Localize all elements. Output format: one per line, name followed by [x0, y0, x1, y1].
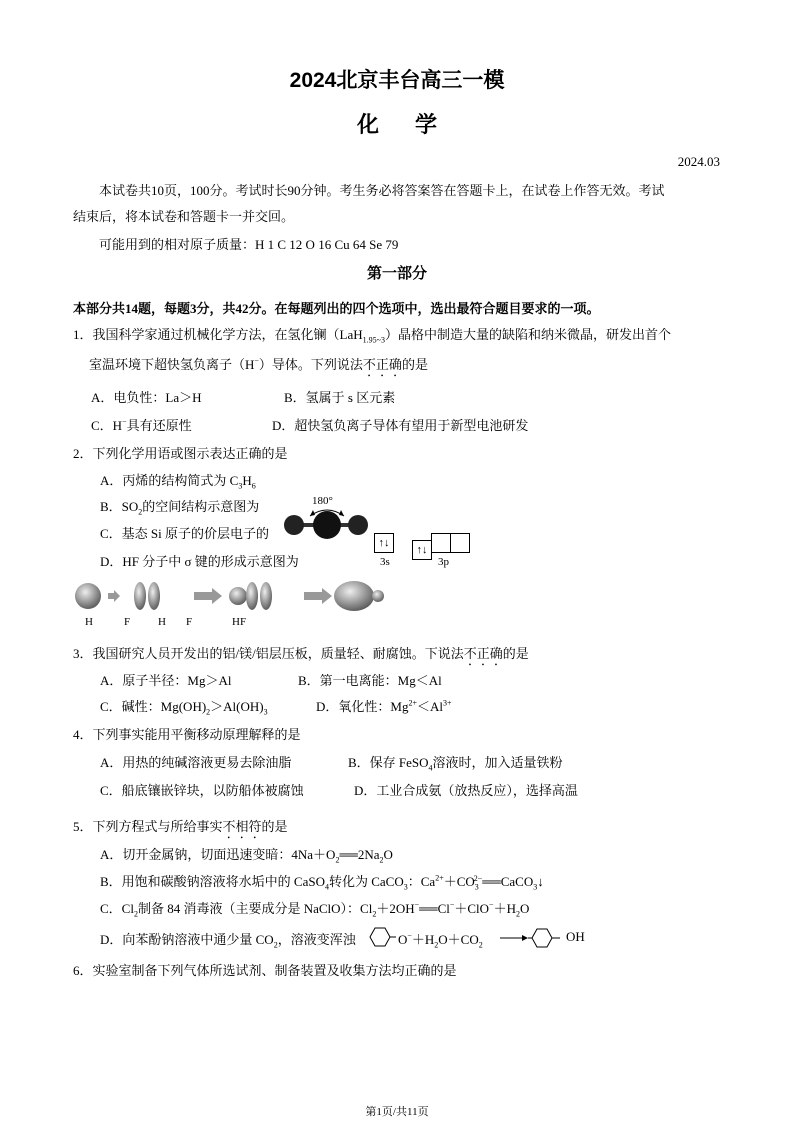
orbital-3s-label: 3s — [380, 556, 390, 568]
q5-option-b: B．用饱和碳酸钠溶液将水垢中的 CaSO$_4$转化为 CaCO$_3$：$Ca^{2+}+CO_3^{2-}══CaCO_3↓$ — [100, 873, 544, 892]
h-s-orbital — [75, 583, 101, 609]
hf-sigma-bond-diagram — [72, 576, 392, 616]
q1-option-a: A．电负性：La＞H — [91, 390, 202, 405]
phenol-oh: OH — [566, 929, 585, 944]
page-footer: 第1页/共11页 — [365, 1106, 429, 1118]
orbital-3p-boxes: ↑↓ — [412, 533, 469, 560]
q4-option-b: B．保存 FeSO$_4$溶液时，加入适量铁粉 — [348, 755, 563, 773]
q5-option-c: C．$Cl_2$制备 84 消毒液（主要成分是 NaClO）：$Cl_2+2OH^-══Cl^-+ClO^-+H_2O$ — [100, 900, 530, 919]
label-f-2: F — [186, 616, 193, 628]
q2-option-a: A．丙烯的结构简式为 $C_3H_6$ — [100, 473, 256, 491]
arrow-icon — [194, 588, 222, 604]
subject-title: 化学 — [356, 112, 473, 137]
q5-option-d: D．向苯酚钠溶液中通少量 $CO_2$，溶液变浑浊 — [100, 932, 356, 950]
q3-option-b: B．第一电离能：Mg＜Al — [298, 673, 442, 688]
q3-option-d: D．氧化性：$Mg^{2+}<Al^{3+}$ — [316, 698, 452, 714]
q5-option-a: A．切开金属钠，切面迅速变暗：$4Na+O_2══2Na_2O$ — [100, 847, 393, 865]
part-title: 第一部分 — [366, 265, 427, 282]
q2-option-b: B．$SO_2$的空间结构示意图为 — [100, 499, 260, 517]
oxygen-atom-left — [284, 515, 304, 535]
q2-option-d: D．HF 分子中 σ 键的形成示意图为 — [100, 554, 299, 569]
label-f: F — [124, 616, 131, 628]
q4-option-a: A．用热的纯碱溶液更易去除油脂 — [100, 755, 292, 770]
q1-option-c: C．H−具有还原性 — [91, 417, 192, 433]
q1-option-d: D．超快氢负离子导体有望用于新型电池研发 — [272, 418, 529, 433]
part-instructions: 本部分共14题，每题3分，共42分。在每题列出的四个选项中，选出最符合题目要求的一项。 — [73, 301, 600, 316]
q3-option-a: A．原子半径：Mg＞Al — [100, 673, 232, 688]
arrow-icon — [522, 935, 528, 941]
oxygen-atom-right — [348, 515, 368, 535]
q3-option-c: C．碱性：$Mg(OH)_2>Al(OH)_3$ — [100, 699, 268, 717]
orbital-3p-label: 3p — [438, 556, 449, 568]
label-hf: HF — [232, 616, 247, 628]
exam-title: 2024北京丰台高三一模 — [289, 69, 505, 92]
reaction-arrow-and-phenol — [498, 926, 568, 954]
intro-line-1: 本试卷共10页，100分。考试时长90分钟。考生务必将答案答在答题卡上，在试卷上作答无效。考试 — [99, 183, 665, 198]
label-h: H — [85, 616, 93, 628]
arrow-icon — [304, 588, 332, 604]
arrow-icon — [108, 590, 120, 602]
q1-stem-line-2: 室温环境下超快氢负离子（H−）导体。下列说法不正确的是 — [89, 356, 428, 372]
orbital-3s-box: ↑↓ — [374, 533, 393, 553]
q4-option-d: D．工业合成氨（放热反应），选择高温 — [354, 783, 578, 798]
q5-d-reactants: $O^-+H_2O+CO_2$ — [398, 931, 483, 950]
q1-option-b: B．氢属于 s 区元素 — [284, 390, 396, 405]
q5-stem: 5．下列方程式与所给事实不相符的是 — [73, 819, 288, 834]
benzene-ring-phenoxide — [362, 922, 396, 952]
q4-stem: 4．下列事实能用平衡移动原理解释的是 — [73, 727, 301, 742]
q1-stem-line-1: 1．我国科学家通过机械化学方法，在氢化镧（LaH$_{1.95\sim 3}$）晶格中制造大量的缺陷和纳米微晶，研发出首个 — [73, 327, 671, 345]
q3-stem: 3．我国研究人员开发出的铝/镁/铝层压板，质量轻、耐腐蚀。下说法不正确的是 — [73, 646, 529, 661]
atomic-masses: 可能用到的相对原子质量：H 1 C 12 O 16 Cu 64 Se 79 — [99, 237, 399, 252]
label-h-2: H — [158, 616, 166, 628]
q2-option-c: C．基态 Si 原子的价层电子的 — [100, 526, 270, 541]
q2-stem: 2．下列化学用语或图示表达正确的是 — [73, 446, 288, 461]
so2-structure-diagram — [280, 490, 372, 540]
q4-option-c: C．船底镶嵌锌块，以防船体被腐蚀 — [100, 783, 304, 798]
angle-label: 180° — [312, 495, 333, 507]
sulfur-atom — [313, 511, 341, 539]
intro-line-2: 结束后，将本试卷和答题卡一并交回。 — [73, 209, 295, 224]
q6-stem: 6．实验室制备下列气体所选试剂、制备装置及收集方法均正确的是 — [73, 963, 457, 978]
benzene-ring-phenol — [532, 929, 552, 947]
exam-date: 2024.03 — [677, 154, 720, 169]
